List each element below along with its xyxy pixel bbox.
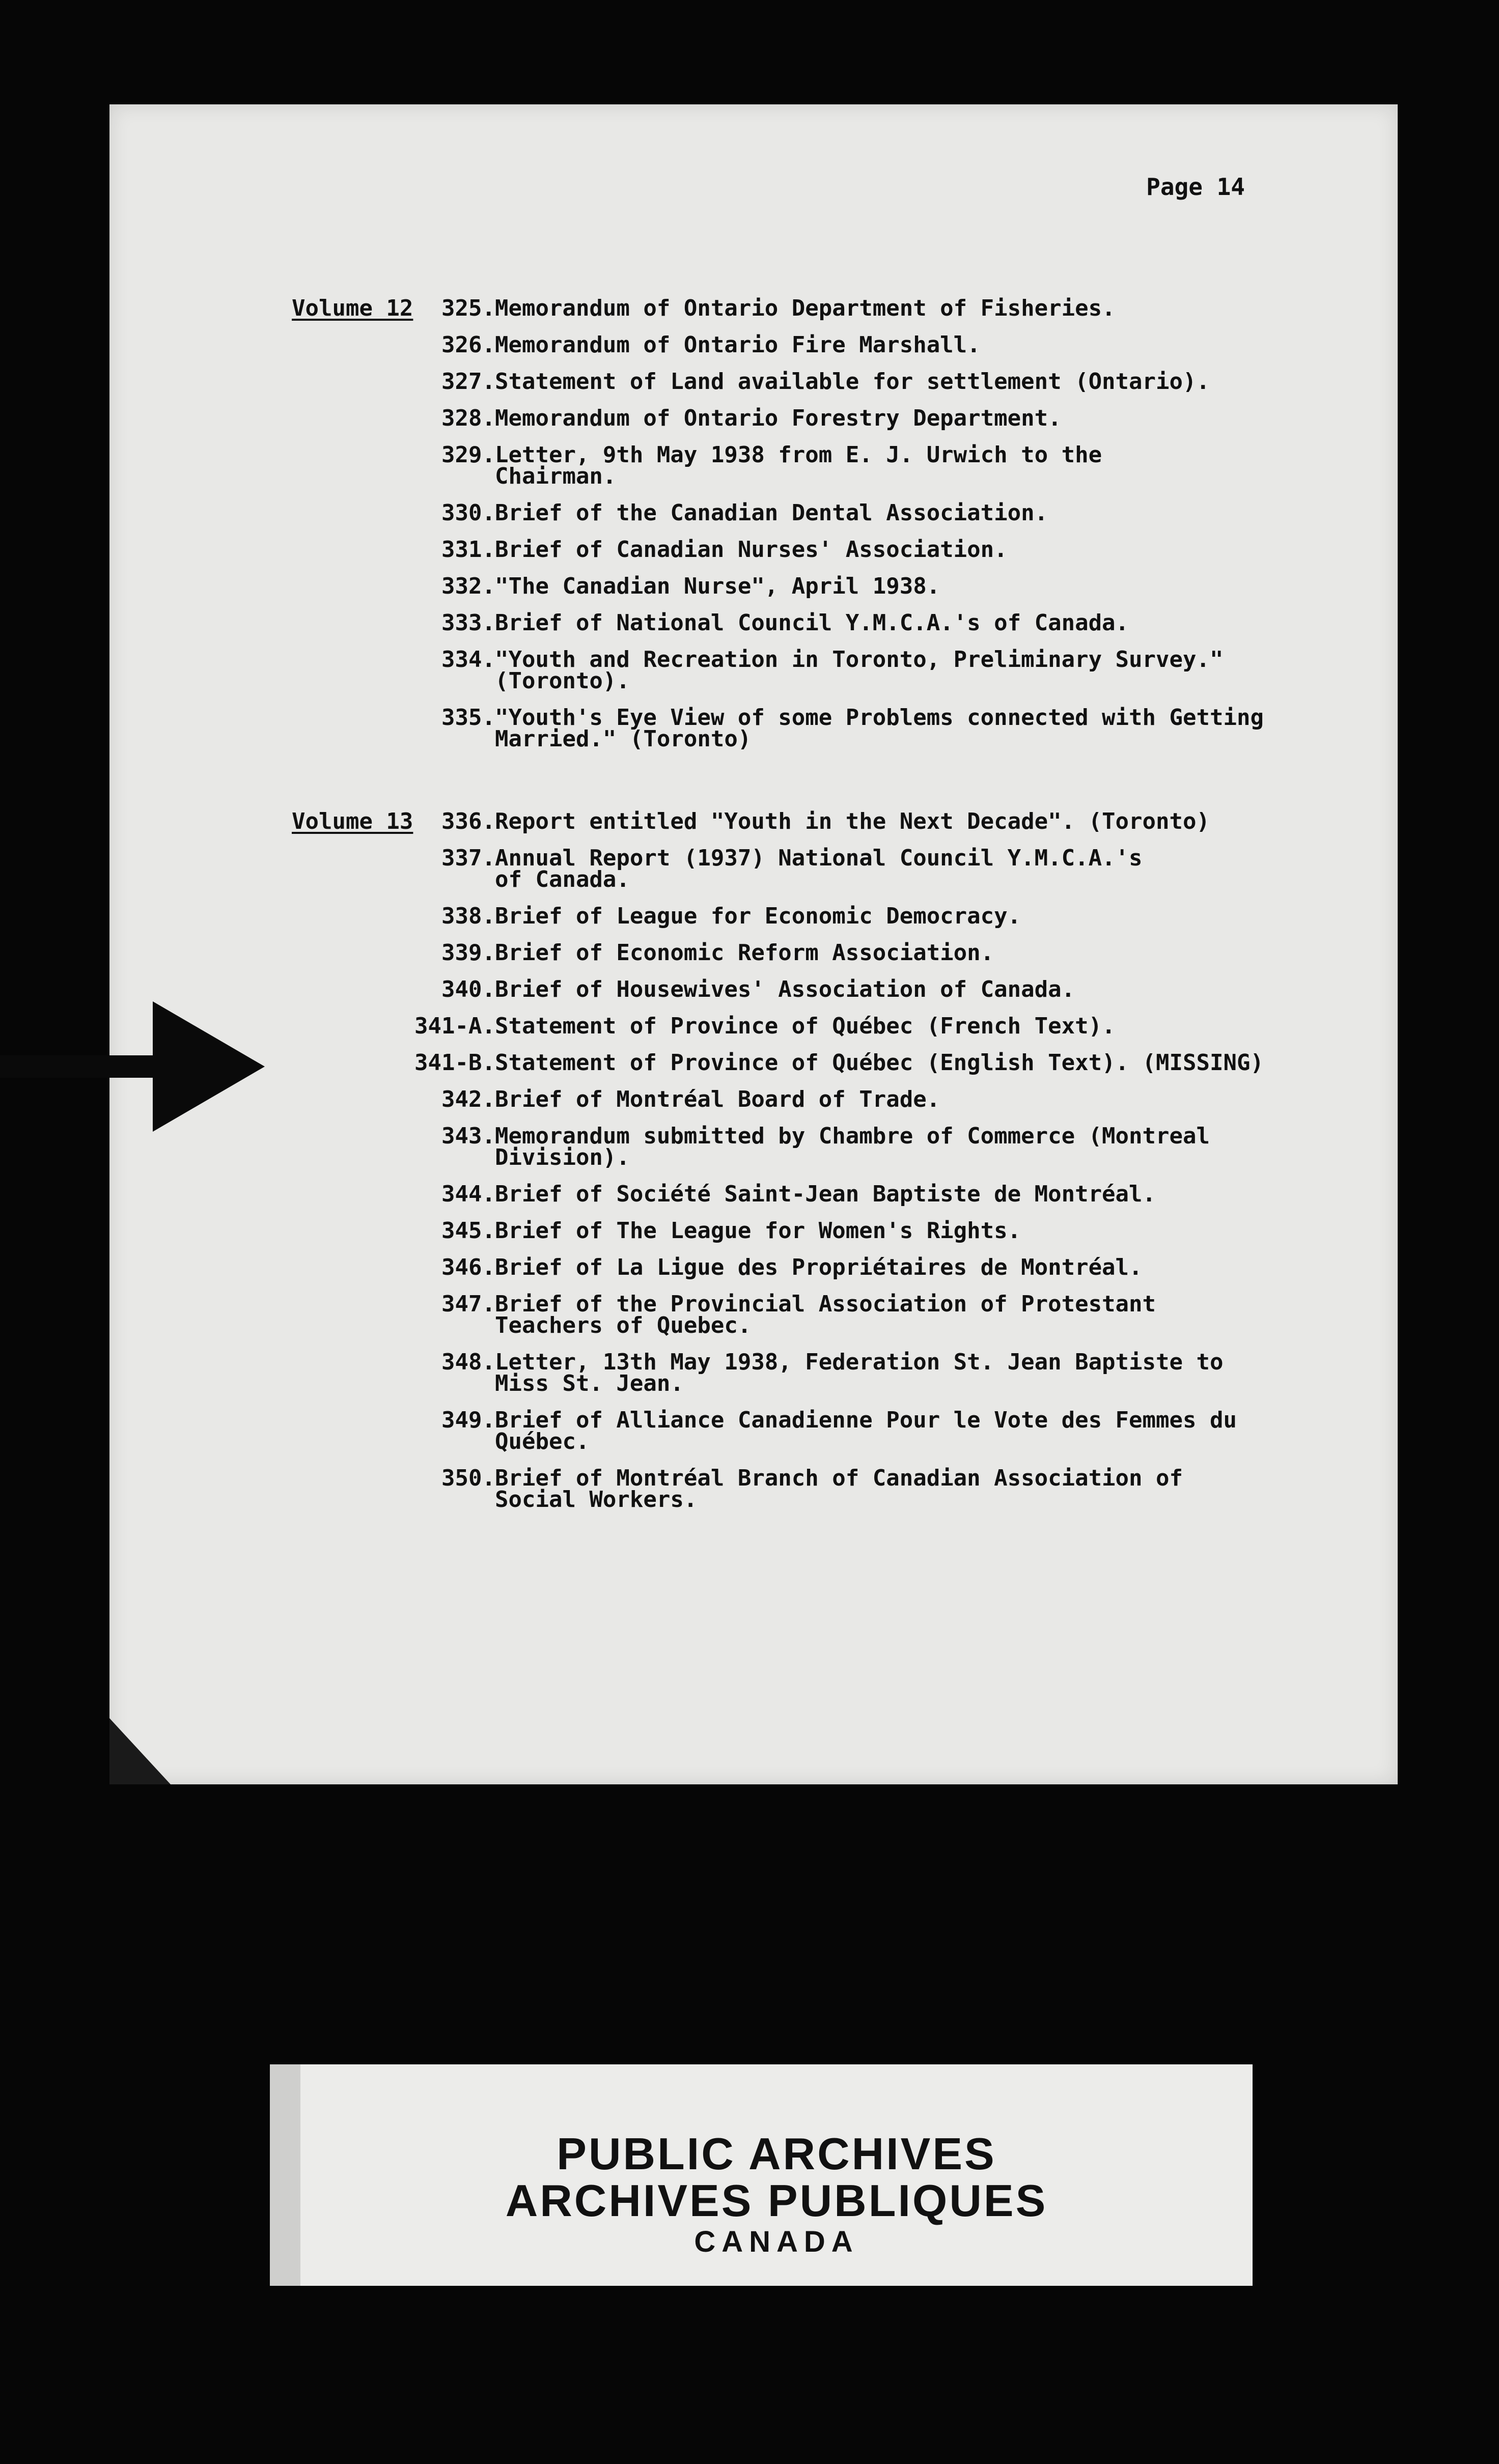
pointer-arrow-icon	[0, 995, 265, 1138]
page-number: Page 14	[1146, 173, 1245, 201]
list-item	[109, 1181, 1398, 1207]
entry-number: 344.	[441, 1181, 495, 1207]
list-item	[109, 1052, 1398, 1074]
entry-number: 336.	[441, 808, 495, 834]
entry-text: Report entitled "Youth in the Next Decade". (Toronto)	[495, 808, 1210, 834]
volume-label: Volume 13	[292, 808, 413, 834]
list-item	[109, 295, 1398, 321]
entry-number: 347.	[441, 1291, 495, 1317]
stamp-line-3: CANADA	[694, 2225, 859, 2258]
entry-text: Brief of Canadian Nurses' Association.	[495, 537, 1008, 563]
list-item	[109, 942, 1398, 964]
entry-text: Memorandum of Ontario Department of Fisheries.	[495, 295, 1116, 321]
entry-number: 341-A.	[414, 1013, 495, 1039]
entry-number: 331.	[441, 537, 495, 563]
list-item	[109, 1254, 1398, 1280]
entry-text: Statement of Province of Québec (English Text). (MISSING)	[495, 1050, 1264, 1076]
volume-label: Volume 12	[292, 295, 413, 321]
entry-text: Memorandum of Ontario Fire Marshall.	[495, 332, 981, 358]
entry-number: 339.	[441, 940, 495, 966]
list-item	[109, 1465, 1398, 1513]
entry-number: 337.	[441, 845, 495, 871]
entry-text: "The Canadian Nurse", April 1938.	[495, 573, 940, 599]
entry-number: 348.	[441, 1349, 495, 1375]
document-sheet	[109, 104, 1398, 1784]
list-item	[109, 1291, 1398, 1338]
entry-number: 349.	[441, 1407, 495, 1433]
entry-list	[109, 295, 1398, 1526]
entry-number: 334.	[441, 647, 495, 673]
entry-number: 338.	[441, 903, 495, 929]
list-item	[109, 1086, 1398, 1112]
list-item	[109, 808, 1398, 834]
list-item	[109, 1407, 1398, 1454]
entry-number: 340.	[441, 976, 495, 1002]
entry-text: Statement of Land available for settlement (Ontario).	[495, 369, 1210, 395]
entry-text: Brief of The League for Women's Rights.	[495, 1218, 1021, 1244]
entry-number: 330.	[441, 500, 495, 526]
stamp-line-1: PUBLIC ARCHIVES	[557, 2129, 996, 2179]
list-item	[109, 334, 1398, 356]
entry-text: Statement of Province of Québec (French Text).	[495, 1013, 1116, 1039]
entry-text: Annual Report (1937) National Council Y.M.C.A.'s of Canada.	[495, 845, 1143, 892]
list-item	[109, 612, 1398, 634]
entry-text: Memorandum submitted by Chambre of Commerce (Montreal Division).	[495, 1123, 1210, 1170]
entry-text: "Youth and Recreation in Toronto, Preliminary Survey." (Toronto).	[495, 647, 1224, 694]
entry-number: 325.	[441, 295, 495, 321]
entry-number: 326.	[441, 332, 495, 358]
entry-number: 332.	[441, 573, 495, 599]
entry-text: Brief of La Ligue des Propriétaires de Montréal.	[495, 1254, 1143, 1280]
list-item	[109, 976, 1398, 1002]
entry-number: 342.	[441, 1086, 495, 1112]
entry-number: 350.	[441, 1465, 495, 1491]
volume-spacer	[109, 765, 1398, 811]
list-item	[109, 539, 1398, 561]
entry-text: Letter, 13th May 1938, Federation St. Jean Baptiste to Miss St. Jean.	[495, 1349, 1224, 1396]
entry-text: Brief of Montréal Board of Trade.	[495, 1086, 940, 1112]
entry-number: 327.	[441, 369, 495, 395]
list-item	[109, 405, 1398, 431]
entry-text: Brief of Alliance Canadienne Pour le Vote des Femmes du Québec.	[495, 1407, 1237, 1454]
list-item	[109, 1349, 1398, 1396]
archives-stamp	[270, 2064, 1253, 2286]
entry-text: Brief of the Provincial Association of Protestant Teachers of Quebec.	[495, 1291, 1156, 1338]
entry-text: "Youth's Eye View of some Problems connected with Getting Married." (Toronto)	[495, 705, 1264, 752]
entry-number: 341-B.	[414, 1050, 495, 1076]
list-item	[109, 573, 1398, 599]
entry-text: Brief of Economic Reform Association.	[495, 940, 994, 966]
entry-text: Brief of League for Economic Democracy.	[495, 903, 1021, 929]
list-item	[109, 1123, 1398, 1170]
stamp-line-2: ARCHIVES PUBLIQUES	[505, 2175, 1048, 2226]
entry-text: Memorandum of Ontario Forestry Department.	[495, 405, 1062, 431]
entry-number: 343.	[441, 1123, 495, 1149]
entry-number: 329.	[441, 442, 495, 468]
entry-text: Brief of Housewives' Association of Canada.	[495, 976, 1075, 1002]
list-item	[109, 444, 1398, 487]
entry-text: Letter, 9th May 1938 from E. J. Urwich to the Chairman.	[495, 442, 1102, 489]
list-item	[109, 1220, 1398, 1242]
list-item	[109, 371, 1398, 393]
list-item	[109, 903, 1398, 929]
entry-text: Brief of National Council Y.M.C.A.'s of Canada.	[495, 610, 1129, 636]
list-item	[109, 707, 1398, 750]
entry-number: 335.	[441, 705, 495, 731]
entry-number: 346.	[441, 1254, 495, 1280]
list-item	[109, 1013, 1398, 1039]
entry-number: 333.	[441, 610, 495, 636]
entry-text: Brief of Société Saint-Jean Baptiste de Montréal.	[495, 1181, 1156, 1207]
entry-number: 345.	[441, 1218, 495, 1244]
entry-text: Brief of the Canadian Dental Association.	[495, 500, 1048, 526]
entry-text: Brief of Montréal Branch of Canadian Association of Social Workers.	[495, 1465, 1183, 1513]
folded-corner	[109, 1718, 171, 1784]
list-item	[109, 845, 1398, 892]
list-item	[109, 649, 1398, 692]
list-item	[109, 502, 1398, 524]
entry-number: 328.	[441, 405, 495, 431]
